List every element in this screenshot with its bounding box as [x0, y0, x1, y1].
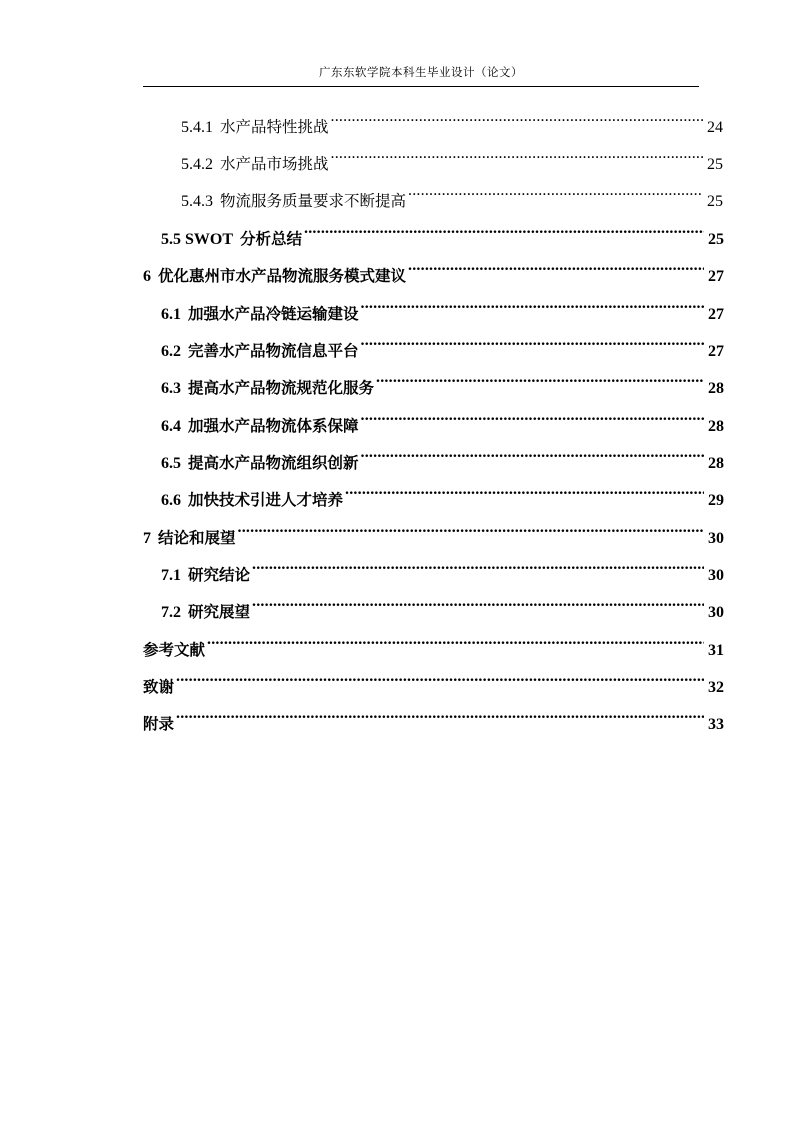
toc-entry-number: 6.4	[161, 418, 181, 435]
toc-entry[interactable]	[161, 363, 724, 397]
toc-entry-title: 加快技术引进人才培养	[188, 491, 344, 509]
toc-dot-leader	[361, 289, 704, 319]
toc-dot-leader	[252, 587, 704, 617]
toc-entry[interactable]	[143, 251, 724, 285]
toc-entry-number: 6.6	[161, 492, 181, 509]
toc-entry-page: 27	[708, 268, 724, 285]
toc-entry-title: 提高水产品物流组织创新	[188, 454, 359, 472]
toc-entry-number: 5.4.1	[181, 119, 213, 136]
toc-entry-title: 参考文献	[143, 641, 206, 659]
toc-entry[interactable]	[161, 475, 724, 509]
toc-dot-leader	[176, 662, 704, 692]
toc-dot-leader	[408, 251, 704, 281]
toc-entry-page: 30	[708, 567, 724, 584]
toc-entry[interactable]	[181, 102, 723, 136]
toc-entry-page: 33	[708, 716, 724, 733]
toc-entry-title: 研究展望	[188, 603, 251, 621]
toc-dot-leader	[252, 550, 704, 580]
toc-entry-page: 30	[708, 604, 724, 621]
toc-entry[interactable]	[161, 438, 724, 472]
toc-entry-page: 32	[708, 679, 724, 696]
toc-dot-leader	[176, 699, 704, 729]
toc-entry-title: 加强水产品冷链运输建设	[188, 305, 359, 323]
header-title: 广东东软学院本科生毕业设计（论文）	[319, 67, 523, 79]
toc-dot-leader	[361, 326, 704, 356]
toc-entry[interactable]	[161, 550, 724, 584]
toc-entry-title: 水产品特性挑战	[220, 118, 329, 136]
toc-entry-page: 30	[708, 530, 724, 547]
toc-entry-number: 6.3	[161, 380, 181, 397]
toc-entry[interactable]	[143, 513, 724, 547]
toc-dot-leader	[376, 363, 704, 393]
toc-entry-number: 5.4.2	[181, 156, 213, 173]
toc-entry-page: 25	[707, 193, 723, 210]
toc-entry[interactable]	[181, 176, 723, 210]
toc-dot-leader	[304, 214, 704, 244]
toc-entry-number: 7.2	[161, 604, 181, 621]
toc-entry-page: 27	[708, 343, 724, 360]
toc-entry[interactable]	[143, 625, 724, 659]
toc-entry-title: 物流服务质量要求不断提高	[220, 192, 407, 210]
toc-dot-leader	[361, 401, 704, 431]
toc-entry-number: 6	[143, 268, 151, 285]
toc-entry-page: 31	[708, 642, 724, 659]
toc-entry[interactable]	[161, 326, 724, 360]
toc-entry-number: 5.5 SWOT	[161, 231, 234, 248]
toc-entry-number: 5.4.3	[181, 193, 213, 210]
toc-entry-page: 29	[708, 492, 724, 509]
toc-entry-page: 25	[707, 156, 723, 173]
toc-entry-title: 水产品市场挑战	[220, 155, 329, 173]
page-header	[143, 64, 699, 87]
toc-entry-title: 加强水产品物流体系保障	[188, 417, 359, 435]
toc-entry-page: 28	[708, 455, 724, 472]
toc-entry-title: 结论和展望	[158, 529, 236, 547]
toc-entry[interactable]	[143, 699, 724, 733]
toc-dot-leader	[238, 513, 704, 543]
toc-entry-number: 7.1	[161, 567, 181, 584]
toc-entry-number: 6.5	[161, 455, 181, 472]
toc-entry-page: 24	[707, 119, 723, 136]
toc-entry[interactable]	[181, 139, 723, 173]
toc-entry-page: 27	[708, 306, 724, 323]
toc-entry-title: 附录	[143, 715, 175, 733]
toc-entry[interactable]	[143, 662, 724, 696]
toc-dot-leader	[345, 475, 704, 505]
toc-entry[interactable]	[161, 587, 724, 621]
toc-entry-page: 25	[708, 231, 724, 248]
toc-entry-title: 提高水产品物流规范化服务	[188, 379, 375, 397]
toc-dot-leader	[361, 438, 704, 468]
toc-dot-leader	[331, 139, 703, 169]
toc-entry-title: 致谢	[143, 678, 175, 696]
toc-entry[interactable]	[161, 214, 724, 248]
toc-dot-leader	[408, 176, 703, 206]
toc-entry-title: 分析总结	[240, 230, 303, 248]
toc-entry-page: 28	[708, 418, 724, 435]
toc-entry[interactable]	[161, 289, 724, 323]
toc-entry-page: 28	[708, 380, 724, 397]
toc-entry-title: 研究结论	[188, 566, 251, 584]
toc-entry-number: 6.1	[161, 306, 181, 323]
toc-entry-title: 完善水产品物流信息平台	[188, 342, 359, 360]
toc-entry-title: 优化惠州市水产品物流服务模式建议	[158, 267, 407, 285]
toc-entry-number: 6.2	[161, 343, 181, 360]
toc-dot-leader	[331, 102, 703, 132]
toc-dot-leader	[207, 625, 704, 655]
toc-entry-number: 7	[143, 530, 151, 547]
toc-entry[interactable]	[161, 401, 724, 435]
